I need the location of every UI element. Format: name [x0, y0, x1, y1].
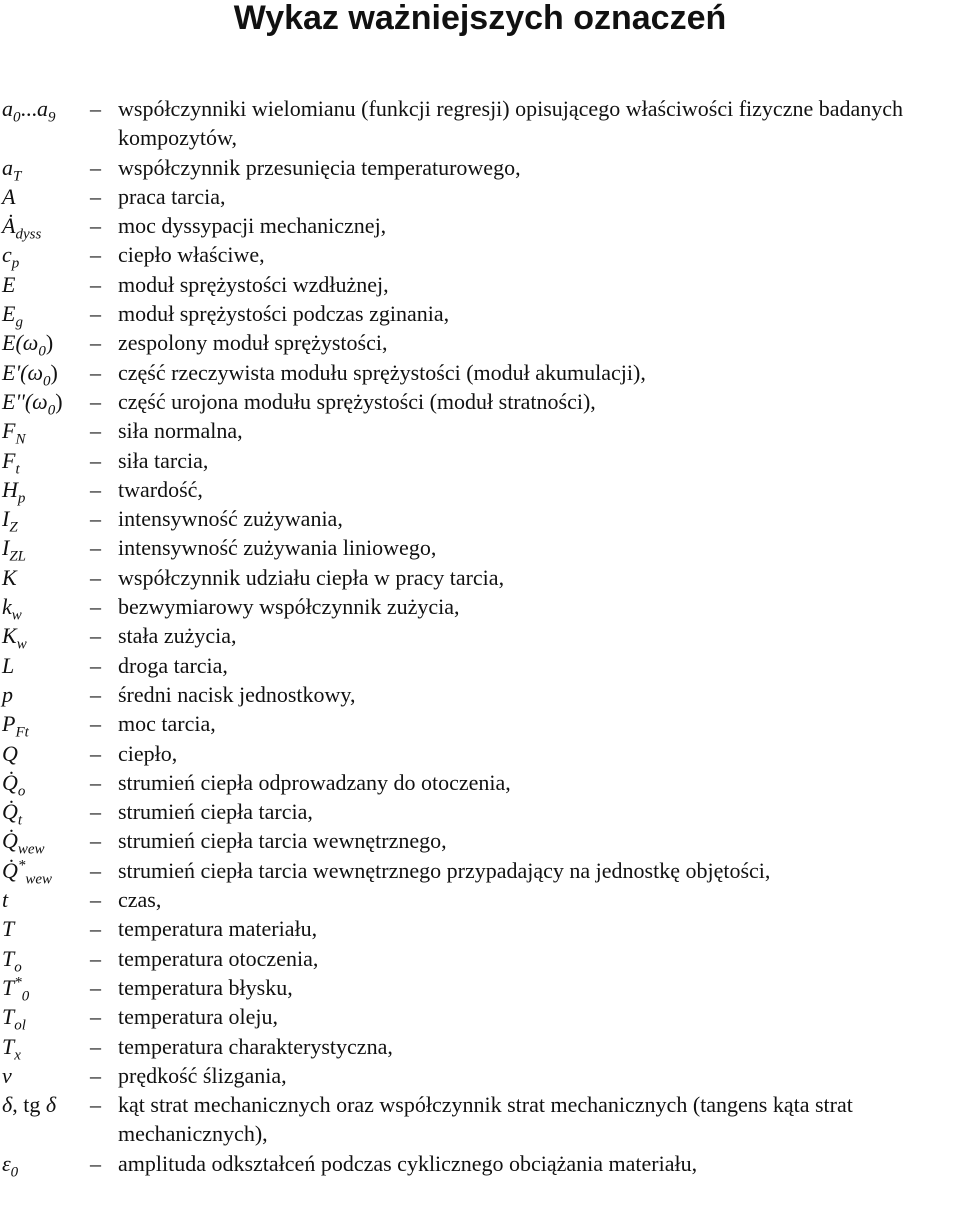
notation-row [0, 299, 960, 331]
symbol-main: k [2, 594, 12, 620]
notation-row [0, 475, 960, 507]
symbol-main: c [2, 242, 12, 268]
notation-symbol [0, 680, 90, 709]
symbol-subscript: Z [9, 519, 18, 536]
symbol-main: Q̇ [2, 769, 18, 795]
symbol-main: T [2, 1033, 15, 1059]
notation-symbol [0, 1090, 90, 1119]
notation-dash: – [90, 564, 101, 590]
notation-row [0, 563, 960, 592]
notation-description: współczynnik udziału ciepła w pracy tarcia, [118, 564, 505, 590]
notation-row [0, 621, 960, 653]
notation-description: temperatura materiału, [118, 916, 318, 942]
notation-row [0, 826, 960, 858]
notation-dash: – [90, 96, 101, 121]
notation-row [0, 387, 960, 419]
notation-dash: – [90, 916, 101, 942]
symbol-subscript: N [15, 431, 26, 448]
notation-symbol [0, 651, 90, 680]
notation-description: praca tarcia, [118, 183, 226, 209]
notation-symbol [0, 387, 90, 419]
symbol-subscript: ol [14, 1017, 26, 1034]
symbol-suffix: ) [45, 330, 54, 356]
notation-symbol [0, 856, 90, 888]
symbol-main: E [2, 301, 16, 327]
notation-symbol [0, 504, 90, 536]
notation-dash: – [90, 213, 101, 239]
symbol-subscript: 0 [47, 402, 56, 419]
notation-symbol [0, 1149, 90, 1181]
notation-dash: – [90, 652, 101, 678]
notation-row [0, 240, 960, 272]
notation-symbol [0, 973, 90, 1005]
symbol-subscript: t [17, 812, 23, 829]
notation-row [0, 973, 960, 1005]
symbol-main: F [2, 447, 16, 473]
symbol-main: E(ω [2, 330, 39, 356]
notation-row [0, 680, 960, 709]
notation-description: moc tarcia, [118, 711, 216, 737]
notation-description: temperatura oleju, [118, 1004, 279, 1030]
notation-description: siła tarcia, [118, 447, 209, 473]
notation-symbol [0, 1002, 90, 1034]
notation-dash: – [90, 535, 101, 561]
notation-description: moduł sprężystości podczas zginania, [118, 301, 450, 327]
notation-dash: – [90, 447, 101, 473]
notation-row [0, 416, 960, 448]
symbol-main: a [2, 154, 13, 180]
notation-description: prędkość ślizgania, [118, 1062, 287, 1088]
notation-symbol [0, 328, 90, 360]
notation-dash: – [90, 1062, 101, 1088]
notation-symbol [0, 475, 90, 507]
notation-dash: – [90, 1033, 101, 1059]
symbol-subscript: o [17, 783, 26, 800]
notation-symbol [0, 563, 90, 592]
notation-description: kąt strat mechanicznych oraz współczynnik strat mechanicznych (tangens kąta strat mechanicznych), [118, 1092, 853, 1147]
symbol-suffix: ) [55, 388, 63, 414]
notation-row [0, 768, 960, 800]
notation-row [0, 651, 960, 680]
notation-dash: – [90, 623, 101, 649]
notation-symbol [0, 944, 90, 973]
notation-row [0, 1149, 960, 1181]
symbol-subscript: 0 [10, 1164, 19, 1181]
notation-symbol [0, 533, 90, 565]
notation-dash: – [90, 857, 101, 883]
symbol-subscript: Ft [15, 724, 29, 741]
notation-description: amplituda odkształceń podczas cyklicznego obciążania materiału, [118, 1150, 698, 1176]
notation-symbol [0, 709, 90, 741]
notation-dash: – [90, 330, 101, 356]
notation-description: współczynniki wielomianu (funkcji regresji) opisującego właściwości fizyczne badanych kompozytów, [118, 96, 904, 151]
symbol-subscript: p [17, 490, 26, 507]
symbol-subscript: 0 [13, 109, 21, 126]
notation-row [0, 797, 960, 829]
notation-symbol [0, 1032, 90, 1061]
notation-description: siła normalna, [118, 418, 243, 444]
notation-symbol [0, 1061, 90, 1090]
symbol-main: L [2, 652, 15, 678]
notation-dash: – [90, 271, 101, 297]
notation-description: współczynnik przesunięcia temperaturowego, [118, 154, 521, 180]
notation-dash: – [90, 681, 101, 707]
symbol-main: ε [2, 1150, 11, 1176]
symbol-main: K [2, 623, 17, 649]
notation-dash: – [90, 1004, 101, 1030]
notation-dash: – [90, 594, 101, 620]
notation-row [0, 1032, 960, 1061]
symbol-main-2: a [37, 96, 48, 121]
notation-description: czas, [118, 887, 162, 913]
notation-description: temperatura charakterystyczna, [118, 1033, 393, 1059]
notation-symbol [0, 240, 90, 272]
symbol-main: p [2, 681, 13, 707]
symbol-superscript: * [14, 974, 22, 991]
notation-row [0, 504, 960, 536]
notation-description: moc dyssypacji mechanicznej, [118, 213, 387, 239]
notation-description: zespolony moduł sprężystości, [118, 330, 388, 356]
symbol-subscript: w [11, 607, 22, 624]
notation-row [0, 1090, 960, 1149]
notation-row [0, 153, 960, 182]
notation-description: ciepło właściwe, [118, 242, 265, 268]
symbol-main: E [2, 271, 16, 297]
symbol-main: v [2, 1062, 12, 1088]
notation-dash: – [90, 418, 101, 444]
notation-row [0, 211, 960, 243]
notation-symbol [0, 182, 90, 211]
notation-dash: – [90, 359, 101, 385]
notation-description: intensywność zużywania liniowego, [118, 535, 437, 561]
notation-description: temperatura błysku, [118, 974, 293, 1000]
notation-row [0, 944, 960, 973]
notation-row [0, 914, 960, 943]
symbol-main-2: δ [45, 1092, 57, 1118]
notation-dash: – [90, 1150, 101, 1176]
symbol-main: Q̇ [2, 799, 18, 825]
symbol-main: P [2, 711, 16, 737]
symbol-subscript-2: 9 [48, 109, 56, 126]
symbol-main: Q [2, 740, 18, 766]
notation-row [0, 856, 960, 888]
notation-dash: – [90, 1092, 101, 1118]
notation-description: bezwymiarowy współczynnik zużycia, [118, 594, 460, 620]
notation-description: moduł sprężystości wzdłużnej, [118, 271, 389, 297]
notation-dash: – [90, 183, 101, 209]
symbol-main: T [2, 945, 15, 971]
symbol-main: Ȧ [2, 213, 16, 239]
notation-description: intensywność zużywania, [118, 506, 343, 532]
notation-description: ciepło, [118, 740, 178, 766]
notation-symbol [0, 826, 90, 858]
notation-dash: – [90, 242, 101, 268]
notation-description: strumień ciepła tarcia wewnętrznego przypadający na jednostkę objętości, [118, 857, 771, 883]
notation-symbol [0, 416, 90, 448]
notation-dash: – [90, 945, 101, 971]
notation-row [0, 739, 960, 768]
symbol-main: T [2, 1004, 15, 1030]
symbol-subscript: ZL [9, 548, 27, 565]
symbol-suffix: ) [50, 359, 58, 385]
symbol-main: E'(ω [2, 359, 44, 385]
symbol-subscript: 0 [21, 988, 30, 1005]
notation-row [0, 533, 960, 565]
notation-description: droga tarcia, [118, 652, 228, 678]
notation-row [0, 709, 960, 741]
symbol-subscript: 0 [43, 373, 51, 390]
notation-list [0, 94, 960, 1181]
notation-dash: – [90, 740, 101, 766]
notation-row [0, 1061, 960, 1090]
notation-description: część urojona modułu sprężystości (moduł stratności), [118, 388, 596, 414]
notation-symbol [0, 299, 90, 331]
notation-dash: – [90, 506, 101, 532]
symbol-subscript: o [14, 959, 22, 975]
symbol-main: a [2, 96, 13, 121]
notation-symbol [0, 768, 90, 800]
notation-dash: – [90, 769, 101, 795]
symbol-suffix: , tg [12, 1092, 46, 1118]
symbol-main: I [2, 535, 10, 561]
notation-description: temperatura otoczenia, [118, 945, 319, 971]
symbol-main: I [2, 506, 10, 532]
notation-row [0, 358, 960, 390]
notation-row [0, 270, 960, 299]
notation-row [0, 94, 960, 153]
symbol-subscript: 0 [38, 343, 46, 360]
symbol-main: K [2, 564, 17, 590]
notation-row [0, 328, 960, 360]
symbol-main: T [2, 974, 15, 1000]
page-title: Wykaz ważniejszych oznaczeń [233, 0, 727, 37]
symbol-subscript: w [16, 636, 27, 653]
notation-description: strumień ciepła odprowadzany do otoczenia, [118, 769, 511, 795]
notation-symbol [0, 621, 90, 653]
symbol-main: t [2, 887, 9, 913]
symbol-superscript: * [17, 857, 26, 874]
symbol-subscript: dyss [15, 226, 42, 243]
notation-symbol [0, 885, 90, 914]
symbol-subscript: T [13, 167, 22, 184]
symbol-main: H [2, 476, 18, 502]
notation-row [0, 446, 960, 475]
notation-symbol [0, 358, 90, 390]
symbol-subscript: g [15, 314, 23, 331]
symbol-main: A [2, 183, 16, 209]
symbol-main: E''(ω [2, 388, 48, 414]
notation-symbol [0, 94, 90, 126]
symbol-subscript: wew [25, 871, 53, 888]
notation-row [0, 885, 960, 914]
notation-dash: – [90, 799, 101, 825]
notation-symbol [0, 211, 90, 243]
notation-symbol [0, 797, 90, 829]
symbol-main: F [2, 418, 16, 444]
notation-row [0, 182, 960, 211]
notation-dash: – [90, 711, 101, 737]
symbol-suffix: ... [20, 96, 37, 121]
notation-description: twardość, [118, 476, 203, 502]
notation-symbol [0, 739, 90, 768]
symbol-main: δ [2, 1092, 13, 1118]
notation-dash: – [90, 301, 101, 327]
notation-symbol [0, 592, 90, 624]
notation-dash: – [90, 388, 101, 414]
notation-dash: – [90, 476, 101, 502]
symbol-subscript: x [14, 1046, 21, 1063]
symbol-main: Q̇ [2, 828, 18, 854]
notation-dash: – [90, 974, 101, 1000]
notation-description: część rzeczywista modułu sprężystości (moduł akumulacji), [118, 359, 646, 385]
symbol-main: T [2, 916, 15, 942]
notation-description: średni nacisk jednostkowy, [118, 681, 356, 707]
symbol-subscript: wew [17, 841, 45, 858]
symbol-main: Q̇ [2, 857, 18, 883]
notation-dash: – [90, 154, 101, 180]
notation-symbol [0, 446, 90, 475]
notation-dash: – [90, 828, 101, 854]
notation-symbol [0, 270, 90, 299]
notation-row [0, 592, 960, 624]
notation-description: stała zużycia, [118, 623, 237, 649]
symbol-subscript: p [11, 255, 20, 272]
notation-symbol [0, 914, 90, 943]
notation-description: strumień ciepła tarcia, [118, 799, 313, 825]
notation-row [0, 1002, 960, 1034]
symbol-subscript: t [15, 460, 20, 477]
notation-description: strumień ciepła tarcia wewnętrznego, [118, 828, 447, 854]
notation-dash: – [90, 887, 101, 913]
notation-symbol [0, 153, 90, 182]
